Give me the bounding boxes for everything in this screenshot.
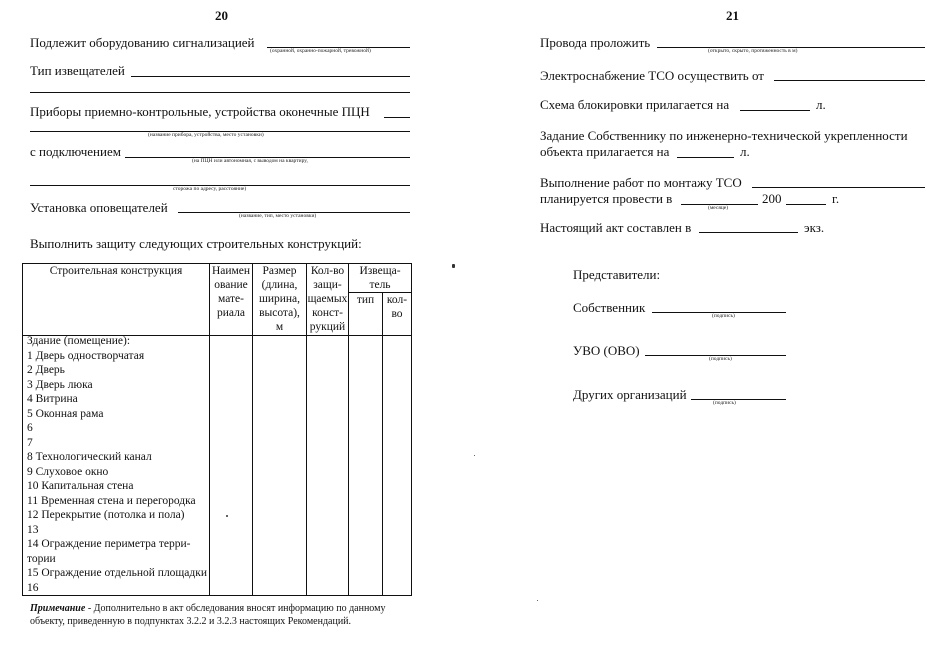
control-devices-caption: (название прибора, устройства, место установки) <box>148 132 264 138</box>
other-orgs-signature-caption: (подпись) <box>713 400 736 406</box>
construction-row: 2 Дверь <box>27 364 65 376</box>
wires-label: Провода проложить <box>540 35 651 50</box>
scheme-suffix: л. <box>816 97 826 112</box>
owner-label: Собственник <box>573 300 646 315</box>
connection-caption: (на ПЦН или автономная, с выводом на квартиру, <box>192 158 308 164</box>
connection-label: с подключением <box>30 144 121 159</box>
construction-row: 3 Дверь люка <box>27 378 93 391</box>
alarm-equipment-caption: (охранной, охранно-пожарной, тревожной) <box>270 48 371 54</box>
scan-speck <box>452 264 455 268</box>
construction-row: 10 Капитальная стена <box>27 480 134 492</box>
other-orgs-label: Других организаций <box>573 387 687 402</box>
installation-label: Выполнение работ по монтажу ТСО <box>540 175 742 190</box>
construction-row: 13 <box>27 523 39 536</box>
header-detector-type: тип <box>349 293 383 336</box>
installation-suffix: г. <box>832 191 840 206</box>
installation-label-2: планируется провести в <box>540 191 673 206</box>
header-size: Размер (длина, ширина, высота), м <box>253 264 307 336</box>
count-cell[interactable] <box>307 336 349 596</box>
control-devices-field[interactable] <box>384 117 410 118</box>
power-field[interactable] <box>774 80 925 81</box>
construction-row: 6 <box>27 422 33 434</box>
alarm-equipment-label: Подлежит оборудованию сигнализацией <box>30 35 255 50</box>
material-cell[interactable] <box>210 336 253 596</box>
task-label: Задание Собственнику по инженерно-технической укрепленности <box>540 128 908 143</box>
construction-row: Здание (помещение): <box>27 335 131 347</box>
installation-year: 200 <box>762 191 782 206</box>
construction-row: 1 Дверь одностворчатая <box>27 349 145 362</box>
header-detector: Извеща- тель <box>349 264 412 293</box>
detector-type-field[interactable] <box>131 76 410 77</box>
task-field[interactable] <box>677 157 734 158</box>
size-cell[interactable] <box>253 336 307 596</box>
detector-type-field-2[interactable] <box>30 92 410 93</box>
note-text: - Дополнительно в акт обследования вносят информацию по данному <box>85 603 386 614</box>
header-detector-qty: кол- во <box>383 293 412 336</box>
copies-field[interactable] <box>699 232 798 233</box>
note <box>30 602 385 615</box>
construction-row: 12 Перекрытие (потолка и пола) <box>27 509 185 521</box>
section-title: Выполнить защиту следующих строительных конструкций: <box>30 236 362 251</box>
type-cell[interactable] <box>349 336 383 596</box>
construction-row: 9 Слуховое окно <box>27 465 109 478</box>
scan-speck <box>226 515 228 517</box>
construction-row: 8 Технологический канал <box>27 451 152 463</box>
task-label-2: объекта прилагается на <box>540 144 670 159</box>
installation-field[interactable] <box>752 187 925 188</box>
construction-row: 7 <box>27 436 33 449</box>
construction-row: 4 Витрина <box>27 393 78 405</box>
header-construction: Строительная конструкция <box>23 264 210 336</box>
header-material: Наимен ование мате- риала <box>210 264 253 336</box>
scheme-field[interactable] <box>740 110 810 111</box>
scan-speck <box>537 600 538 601</box>
uvo-signature-caption: (подпись) <box>709 356 732 362</box>
control-devices-label: Приборы приемно-контрольные, устройства оконечные ПЦН <box>30 104 370 119</box>
copies-suffix: экз. <box>804 220 825 235</box>
page-number-left: 20 <box>215 8 228 23</box>
wires-caption: (открыто, скрыто, протяженность в м) <box>708 48 798 54</box>
construction-row: 5 Оконная рама <box>27 407 104 420</box>
copies-label: Настоящий акт составлен в <box>540 220 692 235</box>
construction-row: 15 Ограждение отдельной площадки <box>27 567 207 579</box>
representatives-title: Представители: <box>573 267 661 282</box>
detector-type-label: Тип извещателей <box>30 63 125 78</box>
uvo-label: УВО (ОВО) <box>573 343 640 358</box>
installation-year-field[interactable] <box>786 204 826 205</box>
other-orgs-signature-field[interactable] <box>691 399 786 400</box>
scheme-label: Схема блокировки прилагается на <box>540 97 730 112</box>
connection-caption-2: сторожа по адресу, расстояние) <box>173 186 247 192</box>
installation-month-caption: (месяце) <box>708 205 729 211</box>
construction-row: тории <box>27 552 56 565</box>
annunciators-caption: (название, тип, место установки) <box>239 213 317 219</box>
owner-signature-caption: (подпись) <box>712 313 735 319</box>
power-label: Электроснабжение ТСО осуществить от <box>540 68 764 83</box>
scan-speck <box>474 455 475 456</box>
note-text-2: объекту, приведенную в подпунктах 3.2.2 и 3.2.3 настоящих Рекомендаций. <box>30 616 352 627</box>
qty-cell[interactable] <box>383 336 412 596</box>
construction-row: 14 Ограждение периметра терри- <box>27 538 191 550</box>
header-count: Кол-во защи- щаемых конст- рукций <box>307 264 349 336</box>
annunciators-label: Установка оповещателей <box>30 200 168 215</box>
page-number-right: 21 <box>726 8 739 23</box>
construction-row: 11 Временная стена и перегородка <box>27 494 196 507</box>
task-suffix: л. <box>740 144 750 159</box>
note-label: Примечание <box>30 603 86 614</box>
construction-row: 16 <box>27 581 39 594</box>
